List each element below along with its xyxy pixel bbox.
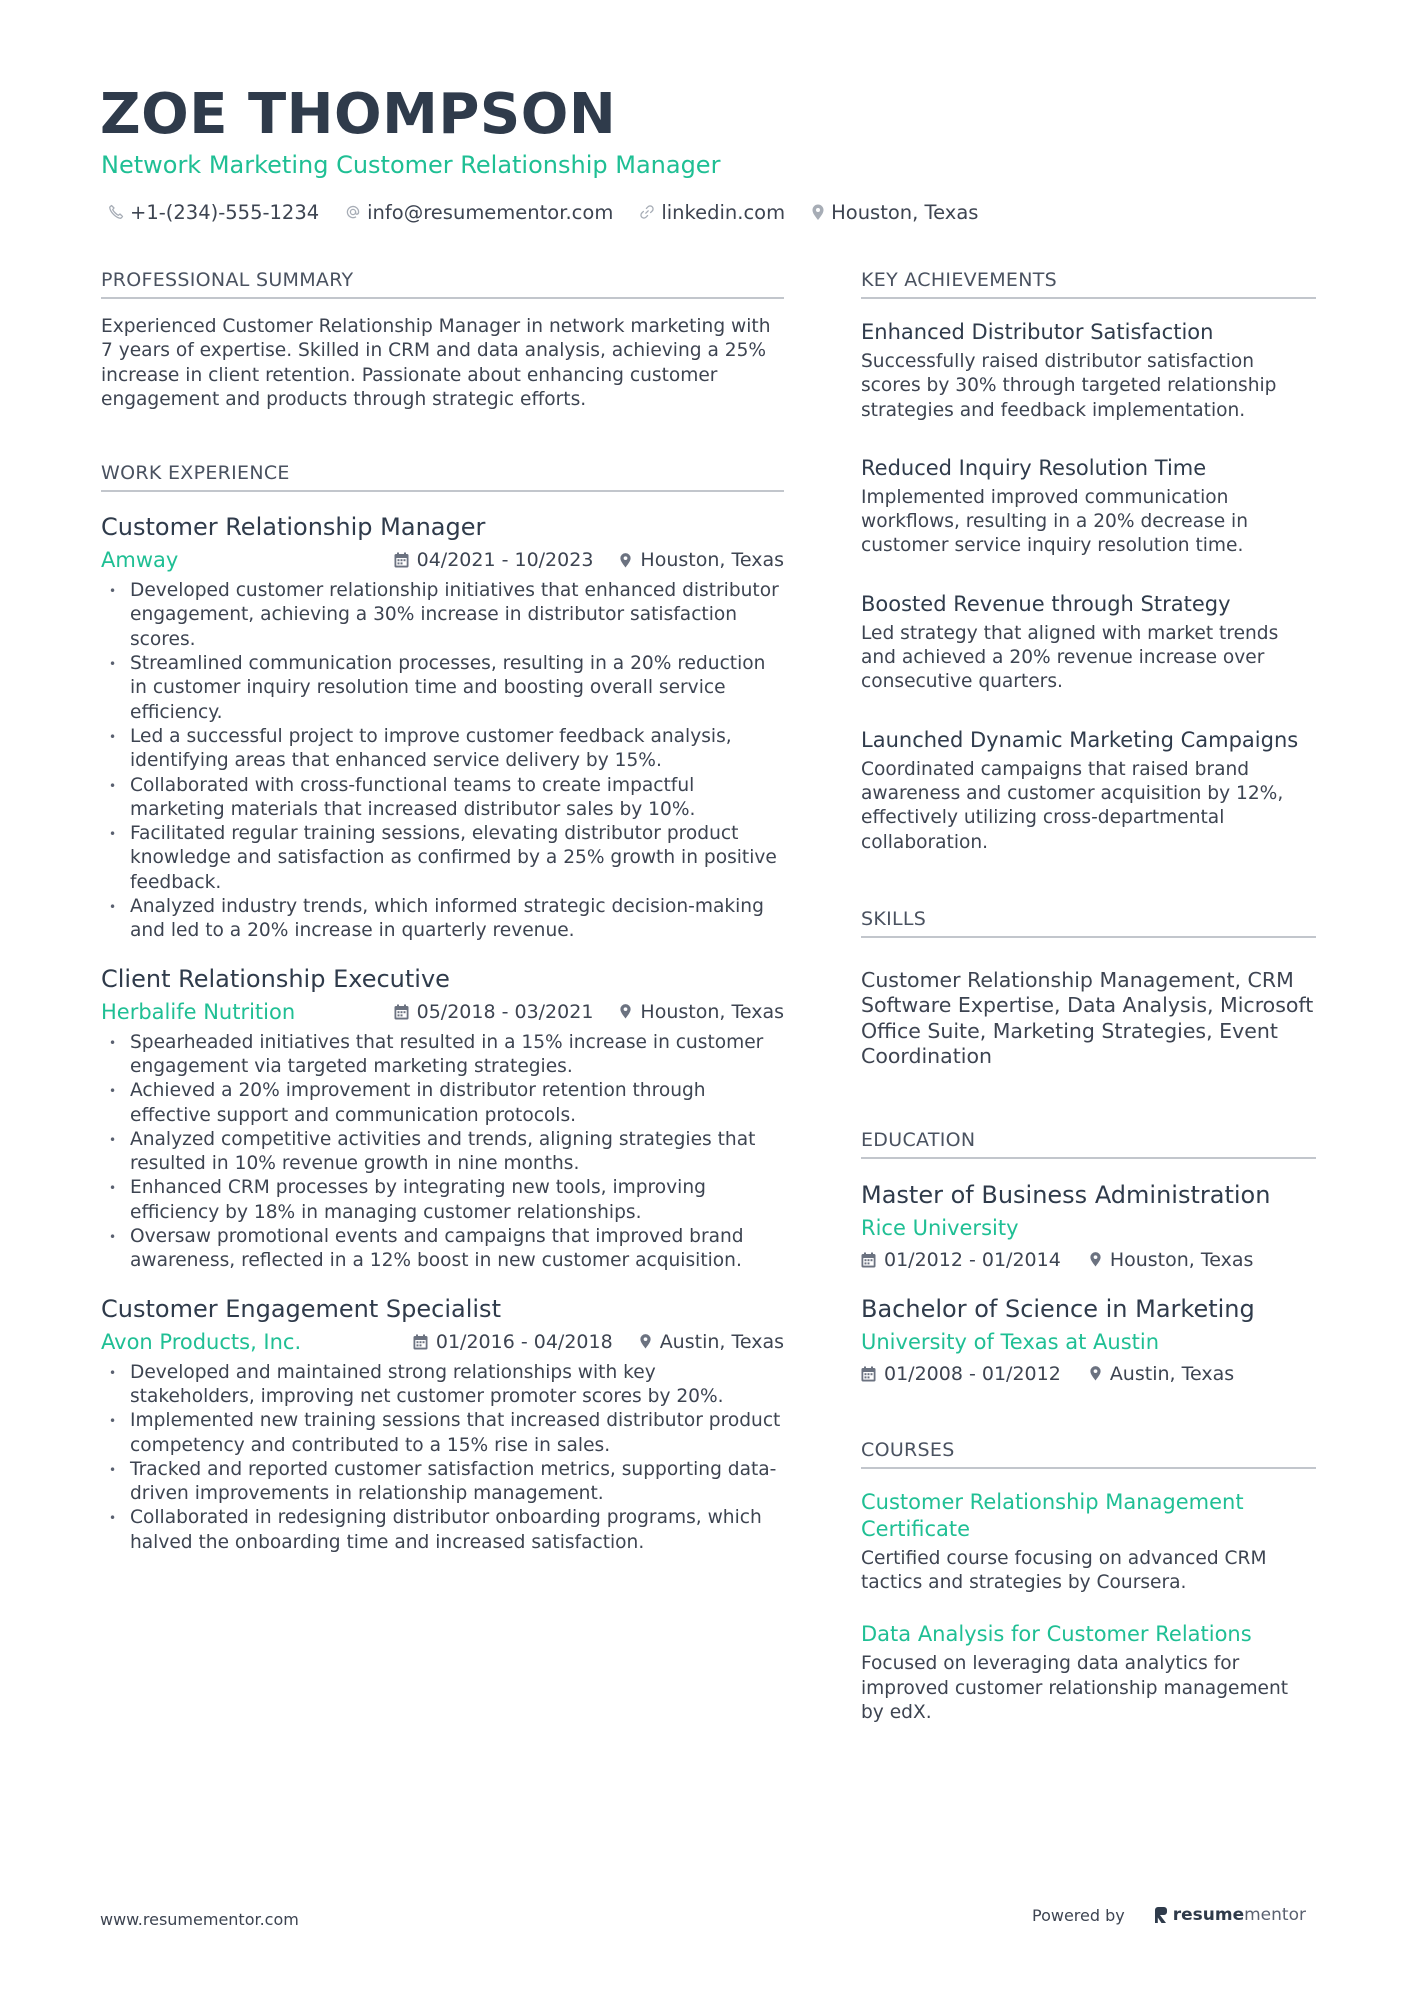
achievements-heading: KEY ACHIEVEMENTS <box>861 268 1316 299</box>
education-degree: Master of Business Administration <box>861 1180 1271 1209</box>
at-sign-icon <box>345 204 361 220</box>
job-bullet: • Analyzed industry trends, which informed strategic decision-making and led to a 20% increase in quarterly revenue. <box>101 895 784 944</box>
job-bullet: • Achieved a 20% improvement in distributor retention through effective support and communication protocols. <box>101 1079 784 1128</box>
education-school: Rice University <box>861 1215 1019 1240</box>
job-bullet: • Developed customer relationship initiatives that enhanced distributor engagement, achieving a 30% increase in distributor satisfaction scores. <box>101 579 784 652</box>
contact-phone[interactable] <box>108 201 319 224</box>
job-location-text: Houston, Texas <box>640 549 784 572</box>
education-dates <box>861 1363 1061 1385</box>
education-dates-text: 01/2008 - 01/2012 <box>884 1362 1061 1385</box>
work-heading: WORK EXPERIENCE <box>101 461 784 492</box>
footer-branding <box>1032 1905 1306 1925</box>
achievement-item <box>861 727 1316 855</box>
map-pin-icon <box>811 204 825 221</box>
job-bullet: • Analyzed competitive activities and trends, aligning strategies that resulted in 10% revenue growth in nine months. <box>101 1128 784 1177</box>
achievement-item <box>861 591 1316 695</box>
candidate-name: ZOE THOMPSON <box>100 82 617 147</box>
course-title: Data Analysis for Customer Relations <box>861 1622 1252 1647</box>
job-location-text: Austin, Texas <box>659 1330 784 1353</box>
achievement-desc: Coordinated campaigns that raised brand awareness and customer acquisition by 12%, effectively utilizing cross-departmental collaboration. <box>861 758 1284 853</box>
job-dates <box>394 1001 594 1023</box>
achievement-item <box>861 319 1316 423</box>
course-item <box>861 1621 1316 1725</box>
education-location-text: Houston, Texas <box>1109 1248 1254 1271</box>
brand-name-bold: resume <box>1172 1905 1245 1925</box>
map-pin-icon <box>1089 1251 1102 1268</box>
job-bullet: • Tracked and reported customer satisfaction metrics, supporting data-driven improvements in relationship management. <box>101 1458 784 1507</box>
education-item <box>861 1294 1316 1386</box>
job-company: Avon Products, Inc. <box>101 1329 302 1354</box>
education-location <box>1089 1363 1234 1385</box>
course-title: Customer Relationship Management Certificate <box>861 1489 1244 1541</box>
calendar-icon <box>394 552 409 568</box>
education-meta <box>861 1248 1316 1272</box>
contact-email[interactable] <box>345 201 613 224</box>
job-bullet: • Spearheaded initiatives that resulted in a 15% increase in customer engagement via targeted marketing strategies. <box>101 1031 784 1080</box>
summary-heading: PROFESSIONAL SUMMARY <box>101 268 784 299</box>
achievement-title: Boosted Revenue through Strategy <box>861 591 1231 616</box>
brand-name-light: mentor <box>1244 1905 1306 1925</box>
link-icon <box>639 204 655 220</box>
job-entry <box>101 512 784 943</box>
contact-location-text: Houston, Texas <box>831 200 979 224</box>
job-bullet: • Led a successful project to improve customer feedback analysis, identifying areas that enhanced service delivery by 15%. <box>101 725 784 774</box>
education-dates-text: 01/2012 - 01/2014 <box>884 1248 1061 1271</box>
job-meta <box>101 547 784 573</box>
job-company: Herbalife Nutrition <box>101 999 296 1024</box>
calendar-icon <box>861 1252 876 1268</box>
footer-website[interactable]: www.resumementor.com <box>100 1910 299 1929</box>
contact-location <box>811 201 978 224</box>
education-heading: EDUCATION <box>861 1128 1316 1159</box>
calendar-icon <box>413 1334 428 1350</box>
job-title: Customer Engagement Specialist <box>101 1294 501 1323</box>
map-pin-icon <box>639 1333 652 1350</box>
job-title: Customer Relationship Manager <box>101 513 486 542</box>
map-pin-icon <box>619 552 632 569</box>
contact-bar <box>108 198 1004 226</box>
job-entry <box>101 964 784 1274</box>
job-location <box>639 1331 784 1353</box>
course-desc: Certified course focusing on advanced CRM tactics and strategies by Coursera. <box>861 1547 1267 1594</box>
course-desc: Focused on leveraging data analytics for improved customer relationship management by edX. <box>861 1653 1289 1724</box>
powered-by-label: Powered by <box>1032 1905 1125 1925</box>
candidate-title: Network Marketing Customer Relationship Manager <box>101 151 721 179</box>
skills-heading: SKILLS <box>861 907 1316 938</box>
left-column <box>101 268 784 1555</box>
job-location-text: Houston, Texas <box>640 1000 784 1023</box>
resumementor-logo-icon <box>1153 1906 1169 1924</box>
resumementor-logo[interactable] <box>1153 1905 1306 1925</box>
education-school: University of Texas at Austin <box>861 1329 1160 1354</box>
right-column <box>861 268 1316 1725</box>
achievement-title: Launched Dynamic Marketing Campaigns <box>861 727 1299 752</box>
achievement-title: Enhanced Distributor Satisfaction <box>861 320 1214 344</box>
job-bullet: • Developed and maintained strong relationships with key stakeholders, improving net customer promoter scores by 20%. <box>101 1361 784 1410</box>
job-bullets <box>101 1031 784 1274</box>
education-location <box>1089 1249 1254 1271</box>
contact-phone-text: +1-(234)-555-1234 <box>130 200 320 224</box>
job-title: Client Relationship Executive <box>101 964 450 993</box>
job-location <box>619 549 784 571</box>
map-pin-icon <box>1089 1365 1102 1382</box>
phone-icon <box>108 204 124 220</box>
job-bullet: • Implemented new training sessions that increased distributor product competency and contributed to a 15% rise in sales. <box>101 1409 784 1458</box>
job-bullet: • Collaborated in redesigning distributor onboarding programs, which halved the onboarding time and increased satisfaction. <box>101 1506 784 1555</box>
summary-text: Experienced Customer Relationship Manager in network marketing with 7 years of expertise. Skilled in CRM and data analysis, achieving a 25% increase in client retention. Passionate about enhancing customer engagement and products through strategic efforts. <box>101 316 771 410</box>
job-bullets <box>101 579 784 943</box>
contact-email-text: info@resumementor.com <box>367 200 614 224</box>
contact-linkedin[interactable] <box>639 201 785 224</box>
job-dates-text: 05/2018 - 03/2021 <box>416 1000 594 1023</box>
courses-heading: COURSES <box>861 1438 1316 1469</box>
job-bullet: • Oversaw promotional events and campaigns that improved brand awareness, reflected in a 12% boost in new customer acquisition. <box>101 1225 784 1274</box>
education-degree: Bachelor of Science in Marketing <box>861 1294 1255 1323</box>
job-meta <box>101 1329 784 1355</box>
achievement-desc: Implemented improved communication workflows, resulting in a 20% decrease in customer service inquiry resolution time. <box>861 486 1248 557</box>
job-meta <box>101 999 784 1025</box>
achievement-item <box>861 455 1316 559</box>
job-bullets <box>101 1361 784 1555</box>
contact-linkedin-text: linkedin.com <box>661 200 786 224</box>
job-bullet: • Collaborated with cross-functional teams to create impactful marketing materials that increased distributor sales by 10%. <box>101 774 784 823</box>
map-pin-icon <box>619 1003 632 1020</box>
job-bullet: • Facilitated regular training sessions, elevating distributor product knowledge and satisfaction as confirmed by a 25% growth in positive feedback. <box>101 822 784 895</box>
education-item <box>861 1180 1316 1272</box>
job-bullet: • Enhanced CRM processes by integrating new tools, improving efficiency by 18% in managing customer relationships. <box>101 1176 784 1225</box>
job-entry <box>101 1294 784 1555</box>
achievement-desc: Successfully raised distributor satisfaction scores by 30% through targeted relationship strategies and feedback implementation. <box>861 351 1277 421</box>
job-dates <box>413 1331 613 1353</box>
education-dates <box>861 1249 1061 1271</box>
job-company: Amway <box>101 548 179 573</box>
achievement-desc: Led strategy that aligned with market trends and achieved a 20% revenue increase over consecutive quarters. <box>861 622 1279 693</box>
calendar-icon <box>861 1366 876 1382</box>
job-bullet: • Streamlined communication processes, resulting in a 20% reduction in customer inquiry resolution time and boosting overall service efficiency. <box>101 652 784 725</box>
job-dates <box>394 549 594 571</box>
education-meta <box>861 1362 1316 1386</box>
job-dates-text: 01/2016 - 04/2018 <box>435 1330 613 1353</box>
achievement-title: Reduced Inquiry Resolution Time <box>861 455 1207 480</box>
calendar-icon <box>394 1004 409 1020</box>
job-dates-text: 04/2021 - 10/2023 <box>416 549 594 572</box>
education-location-text: Austin, Texas <box>1109 1362 1235 1385</box>
course-item <box>861 1489 1316 1596</box>
skills-text: Customer Relationship Management, CRM Software Expertise, Data Analysis, Microsoft Office Suite, Marketing Strategies, Event Coordination <box>861 967 1314 1069</box>
job-location <box>619 1001 784 1023</box>
